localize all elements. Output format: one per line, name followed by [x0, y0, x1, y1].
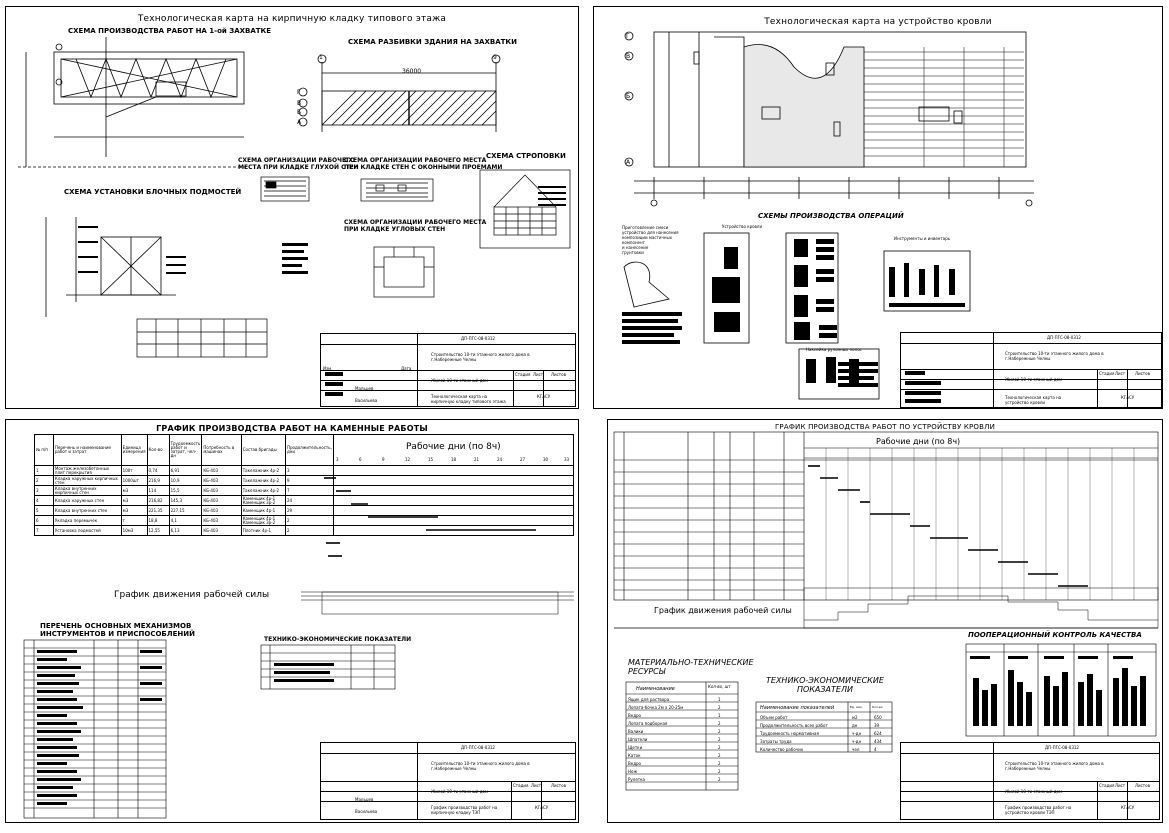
th-work: Перечень и наименование работ и затрат	[53, 435, 121, 466]
list-item: 2	[718, 777, 721, 782]
list-item: 2	[718, 769, 721, 774]
building-name: Жилой 10-ти этажный дом	[1005, 377, 1062, 382]
th-crew: Состав бригады	[241, 435, 285, 466]
force-chart-label: График движения рабочей силы	[654, 606, 792, 615]
list-item: 39	[874, 723, 880, 728]
caption: Наклейка рулонных полос	[806, 347, 862, 352]
doc-code: ДП-ПГС-08-0312	[1045, 745, 1079, 750]
list-item: дн	[852, 723, 858, 728]
sheets-label: Листов	[1135, 371, 1150, 376]
title-block	[320, 742, 576, 820]
th-machines: Потребность в машинах	[202, 435, 241, 466]
sheet-roof-techcard	[593, 6, 1163, 409]
organization: КГАСУ	[535, 805, 549, 810]
stage-label: Стадия	[1099, 371, 1115, 376]
list-item: чел	[852, 747, 860, 752]
list-item: Ящик для раствора	[628, 697, 670, 702]
table-row: 2 Кладка наружных кирпичных стен 1000шт 216,9 10,9 КБ-403 Такелажник 4р-2 9	[35, 476, 574, 486]
checker-name: Васильева	[355, 809, 378, 814]
tep-title: ТЕХНИКО-ЭКОНОМИЧЕСКИЕ ПОКАЗАТЕЛИ	[264, 636, 412, 643]
list-item: Шпатели	[628, 737, 648, 742]
th-num: № п/п	[35, 435, 54, 466]
list-item: 2	[718, 737, 721, 742]
sheet-masonry-techcard	[5, 6, 579, 409]
tep-head: Ед. изм.	[850, 705, 863, 709]
caption: Устройство кровли	[722, 224, 763, 229]
table-row: 7 Установка подмостей 10м3 12,55 6,13 КБ-403 Плотник 4р-1 2	[35, 526, 574, 536]
author-name: Мальцев	[355, 797, 374, 802]
object-name: Строительство 10-ти этажного жилого дома в г.Набережные Челны	[1005, 351, 1104, 361]
list-item: Лопата-бочка 2м х 20-25м	[628, 705, 684, 710]
table-row: 3 Кладка внутренних кирпичных стен м3 114 15,5 КБ-403 Такелажник 4р-2 7	[35, 486, 574, 496]
sheet-description: График производства работ на устройство кровли ТЭП	[1005, 805, 1072, 815]
scheme-label: СХЕМА РАЗБИВКИ ЗДАНИЯ НА ЗАХВАТКИ	[348, 38, 517, 46]
list-item: 434	[874, 739, 882, 744]
object-name: Строительство 10-ти этажного жилого дома в г.Набережные Челны	[431, 761, 530, 771]
axis-label: Б	[626, 93, 631, 100]
list-item: 624	[874, 731, 882, 736]
dimension-label: 36000	[402, 68, 422, 75]
list-item: 2	[718, 753, 721, 758]
title-block	[320, 333, 576, 407]
list-item: Ведро	[628, 713, 641, 718]
date-label: Дата	[401, 366, 412, 371]
list-item: Валики	[628, 729, 644, 734]
list-item: 4	[874, 747, 877, 752]
workdays-label: Рабочие дни (по 8ч)	[876, 437, 961, 446]
building-name: Жилой 10-ти этажный дом	[1005, 789, 1062, 794]
list-item: 2	[718, 729, 721, 734]
sheet-masonry-schedule: ГРАФИК ПРОИЗВОДСТВА РАБОТ НА КАМЕННЫЕ РАБОТЫ Рабочие дни (по 8ч) № п/п Перечень и наименование работ и затрат Единица измерения Кол-во Трудоемкость работ и затрат, чел-дн Потребность в машинах Состав бригады Продолжительность, дни 1 Монтаж железобетонных плит перекрытия 100т 0,74 6,91 КБ-403 Такелажник 4р-2 3 2 Кладка наружных кирпичных стен 1000шт 216,9 10,9 КБ-403 Такелажник 4р-2 9 3 Кладка внутренних кирпичных стен м3 114 15,5 КБ-403 Такелажник 4р-2 7 4 Кладка наружных стен м3 216,82 145,3 КБ-403 Каменщик 4р-1 Каменщик 3р-2 24 5 Кладка внутренних стен м3 221,35 227,15 КБ-403 Каменщик 4р-1 29 6 Укладка перемычек т 18,8 4,1 КБ-403 Каменщик 4р-1 Каменщик 3р-2 2 7 Установка подмостей 10м3 12,55 6,13 КБ-403 Плотник 4р-1 2 3 6 9 12 15 18 21 24 27 30 33 График движения рабочей силы ПЕРЕЧЕНЬ ОСНОВНЫХ МЕХАНИЗМОВ ИНСТРУМЕНТОВ И ПРИСПОСОБЛЕНИЙ ТЕХНИКО-ЭКОНОМИЧЕСКИЕ ПОКАЗАТЕЛИ ДП-ПГС-08-0312 Строительство 10-ти этажного жилого дома в г.Набережные Челны Жилой 10-ти этажный дом График производства работ на кирпичную кладку ТЭП Стадия Лист Листов КГАСУ Мальцев Васильева	[5, 419, 579, 823]
sheet-label: Лист	[1115, 371, 1126, 376]
sheet-description: Технологическая карта на устройство кровли	[1005, 395, 1062, 405]
title-block	[900, 742, 1160, 820]
sheet-title: Технологическая карта на устройство кровли	[764, 17, 992, 27]
sheet-description: График производства работ на кирпичную кладку ТЭП	[431, 805, 498, 815]
axis-label: В	[297, 100, 302, 107]
list-item: ч-дн	[852, 739, 862, 744]
scheme-label: СХЕМА ПРОИЗВОДСТВА РАБОТ НА 1-ой ЗАХВАТКЕ	[68, 27, 272, 35]
tep-title: ТЕХНИКО-ЭКОНОМИЧЕСКИЕ ПОКАЗАТЕЛИ	[766, 676, 884, 694]
izm-label: Изм.	[323, 366, 333, 371]
list-item: Каток	[628, 753, 641, 758]
axis-label: 9	[493, 54, 497, 61]
building-name: Жилой 10-ти этажный дом	[431, 789, 488, 794]
mtr-head: Наименование	[636, 686, 675, 692]
list-item: Затраты труда	[760, 739, 792, 744]
tep-head: Наименование показателей	[760, 705, 835, 711]
axis-label: В	[626, 53, 631, 60]
quality-title: ПООПЕРАЦИОННЫЙ КОНТРОЛЬ КАЧЕСТВА	[968, 631, 1142, 639]
list-item: Продолжительность всех работ	[760, 723, 828, 728]
sheet-description: Технологическая карта на кирпичную кладку типового этажа	[431, 394, 506, 404]
object-name: Строительство 10-ти этажного жилого дома в г.Набережные Челны	[1005, 761, 1104, 771]
table-row: 1 Монтаж железобетонных плит перекрытия 100т 0,74 6,91 КБ-403 Такелажник 4р-2 3	[35, 466, 574, 476]
axis-label: А	[297, 119, 302, 126]
organization: КГАСУ	[537, 394, 551, 399]
list-item: 1	[718, 697, 721, 702]
sheet-roof-schedule	[607, 419, 1163, 823]
doc-code: ДП-ПГС-08-0312	[461, 336, 495, 341]
stage-label: Стадия	[513, 783, 529, 788]
sheet-label: Лист	[531, 783, 542, 788]
list-item: 650	[874, 715, 882, 720]
scheme-label: СХЕМА ОРГАНИЗАЦИИ РАБОЧЕГО МЕСТА ПРИ КЛАДКЕ УГЛОВЫХ СТЕН	[344, 219, 487, 233]
sheet-title: ГРАФИК ПРОИЗВОДСТВА РАБОТ ПО УСТРОЙСТВУ КРОВЛИ	[774, 423, 996, 431]
scheme-label: СХЕМЫ ПРОИЗВОДСТВА ОПЕРАЦИЙ	[758, 212, 904, 220]
scheme-label: СХЕМА УСТАНОВКИ БЛОЧНЫХ ПОДМОСТЕЙ	[64, 188, 242, 196]
list-item: Щетки	[628, 745, 643, 750]
table-row: 6 Укладка перемычек т 18,8 4,1 КБ-403 Каменщик 4р-1 Каменщик 3р-2 2	[35, 516, 574, 526]
axis-label: 1	[319, 54, 323, 61]
list-item: Ведро	[628, 761, 641, 766]
doc-code: ДП-ПГС-08-0312	[461, 745, 495, 750]
object-name: Строительство 10-ти этажного жилого дома в г.Набережные Челны	[431, 352, 530, 362]
axis-label: Г	[297, 89, 301, 96]
list-item: 1	[718, 713, 721, 718]
stage-label: Стадия	[1099, 783, 1115, 788]
force-chart-label: График движения рабочей силы	[114, 590, 270, 600]
doc-code: ДП-ПГС-08-0312	[1047, 335, 1081, 340]
list-item: Объем работ	[760, 715, 788, 720]
list-item: ч-дн	[852, 731, 862, 736]
tools-title: ПЕРЕЧЕНЬ ОСНОВНЫХ МЕХАНИЗМОВ ИНСТРУМЕНТОВ И ПРИСПОСОБЛЕНИЙ	[40, 622, 195, 638]
axis-label: Б	[297, 109, 302, 116]
table-row: 4 Кладка наружных стен м3 216,82 145,3 КБ-403 Каменщик 4р-1 Каменщик 3р-2 24	[35, 496, 574, 506]
table-row: 5 Кладка внутренних стен м3 221,35 227,15 КБ-403 Каменщик 4р-1 29	[35, 506, 574, 516]
th-unit: Единица измерения	[121, 435, 147, 466]
organization: КГАСУ	[1121, 395, 1135, 400]
sheet-title: ГРАФИК ПРОИЗВОДСТВА РАБОТ НА КАМЕННЫЕ РАБОТЫ	[156, 424, 428, 433]
list-item: 2	[718, 721, 721, 726]
list-item: Лопата подборная	[628, 721, 668, 726]
mtr-title: МАТЕРИАЛЬНО-ТЕХНИЧЕСКИЕ РЕСУРСЫ	[628, 658, 754, 676]
author-name: Мальцев	[355, 386, 374, 391]
scheme-label: СХЕМА ОРГАНИЗАЦИИ РАБОЧЕГО МЕСТА ПРИ КЛАДКЕ ГЛУХОЙ СТЕН	[238, 157, 359, 171]
stage-label: Стадия	[515, 372, 531, 377]
tep-head: Кол-во	[872, 705, 883, 709]
list-item: 2	[718, 705, 721, 710]
list-item: Трудоемкость нормативная	[760, 731, 819, 736]
list-item: 2	[718, 761, 721, 766]
axis-label: Г	[626, 33, 630, 40]
workdays-label: Рабочие дни (по 8ч)	[406, 442, 501, 452]
title-block	[900, 332, 1162, 408]
building-name: Жилой 10-ти этажный дом	[431, 378, 488, 383]
checker-name: Васильева	[355, 398, 378, 403]
scheme-label: СХЕМА СТРОПОВКИ	[486, 152, 566, 160]
list-item: 2	[718, 745, 721, 750]
list-item: м2	[852, 715, 858, 720]
organization: КГАСУ	[1121, 805, 1135, 810]
mtr-head: Кол-во, шт	[708, 684, 731, 689]
caption: Инструменты и инвентарь	[894, 236, 951, 241]
sheet-title: Технологическая карта на кирпичную кладку типового этажа	[137, 14, 447, 24]
list-item: Рулетка	[628, 777, 645, 782]
list-item: Нож	[628, 769, 638, 774]
th-qty: Кол-во	[147, 435, 169, 466]
sheet-label: Лист	[1115, 783, 1126, 788]
th-duration: Продолжительность, дни	[285, 435, 333, 466]
sheet-label: Лист	[533, 372, 544, 377]
sheets-label: Листов	[551, 372, 566, 377]
list-item: Количество рабочих	[760, 747, 804, 752]
axis-label: А	[626, 159, 631, 166]
sheets-label: Листов	[1135, 783, 1150, 788]
sheets-label: Листов	[551, 783, 566, 788]
caption: Приготовление смеси устройство для нанесения композиции мастичных компонент и нанесение грунтовки	[622, 225, 679, 255]
scheme-label: СХЕМА ОРГАНИЗАЦИИ РАБОЧЕГО МЕСТА ПРИ КЛАДКЕ СТЕН С ОКОННЫМИ ПРОЕМАМИ	[344, 157, 503, 171]
th-labor: Трудоемкость работ и затрат, чел-дн	[169, 435, 202, 466]
